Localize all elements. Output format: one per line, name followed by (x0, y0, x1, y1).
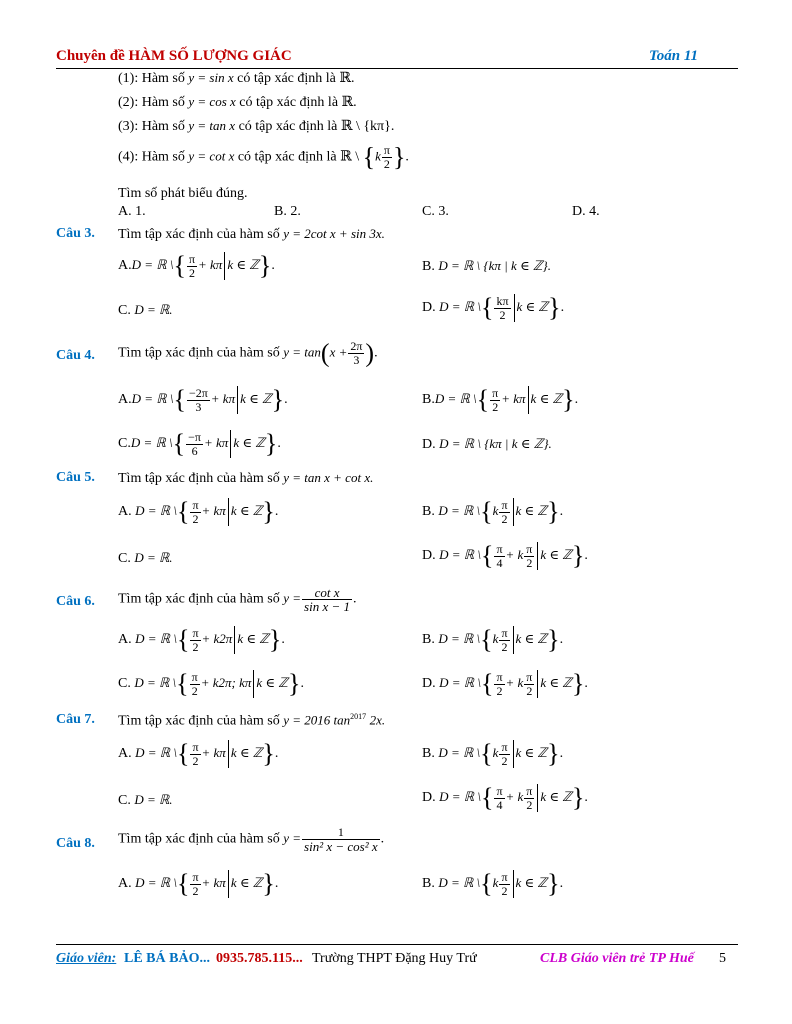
q7-option-d[interactable]: D. D = ℝ \{ $\frac{\pi}{4}$ + k $\frac{\pi}{2}$ k ∈ ℤ}. (422, 783, 588, 812)
page-number: 5 (719, 951, 726, 966)
statement-1: (1): Hàm số y = sin x có tập xác định là ℝ. (118, 70, 355, 86)
q5-option-a[interactable]: A. D = ℝ \{ $\frac{\pi}{2}$ + kπ k ∈ ℤ}. (118, 497, 279, 526)
intro-option-d[interactable]: D. 4. (572, 204, 600, 219)
q4-option-c[interactable]: C.D = ℝ \{ $\frac{-\pi}{6}$ + kπ k ∈ ℤ}. (118, 429, 281, 458)
header-subject: Toán 11 (648, 48, 698, 64)
q3-option-b[interactable]: B. D = ℝ \ {kπ | k ∈ ℤ}. (422, 258, 551, 274)
q7-option-a[interactable]: A. D = ℝ \{ $\frac{\pi}{2}$ + kπ k ∈ ℤ}. (118, 739, 279, 768)
page-header (56, 46, 738, 69)
statement-3: (3): Hàm số y = tan x có tập xác định là ℝ \ {kπ}. (118, 118, 395, 134)
question-7-label: Câu 7. (56, 712, 95, 727)
q6-option-c[interactable]: C. D = ℝ \{ $\frac{\pi}{2}$ + k2π; kπ k ∈ ℤ}. (118, 669, 304, 698)
statement-4: (4): Hàm số y = cot x có tập xác định là ℝ \ {k $\frac{\pi}{2}$ }. (118, 142, 409, 172)
question-ask: Tìm số phát biểu đúng. (118, 186, 248, 201)
question-6-text: Tìm tập xác định của hàm số y = $\frac{\text{cot x}}{\text{sin x − 1}}$ . (118, 585, 357, 614)
q5-option-d[interactable]: D. D = ℝ \{ $\frac{\pi}{4}$ + k $\frac{\pi}{2}$ k ∈ ℤ}. (422, 541, 588, 570)
page-footer (56, 944, 738, 971)
question-5-label: Câu 5. (56, 470, 95, 485)
q4-option-a[interactable]: A.D = ℝ \{ $\frac{-2\pi}{3}$ + kπ k ∈ ℤ}. (118, 385, 288, 414)
footer-teacher-label: Giáo viên: (56, 951, 117, 966)
q3-option-d[interactable]: D. D = ℝ \{ $\frac{k\pi}{2}$ k ∈ ℤ}. (422, 293, 565, 322)
q6-option-a[interactable]: A. D = ℝ \{ $\frac{\pi}{2}$ + k2π k ∈ ℤ}. (118, 625, 285, 654)
footer-club: CLB Giáo viên trẻ TP Huế (540, 951, 694, 966)
q6-option-d[interactable]: D. D = ℝ \{ $\frac{\pi}{2}$ + k $\frac{\pi}{2}$ k ∈ ℤ}. (422, 669, 588, 698)
q3-option-c[interactable]: C. D = ℝ. (118, 302, 173, 318)
intro-option-b[interactable]: B. 2. (274, 204, 301, 219)
question-3-text: Tìm tập xác định của hàm số y = 2cot x + sin 3x. (118, 226, 385, 242)
q5-option-b[interactable]: B. D = ℝ \{k $\frac{\pi}{2}$ k ∈ ℤ}. (422, 497, 564, 526)
statement-2: (2): Hàm số y = cos x có tập xác định là ℝ. (118, 94, 357, 110)
q7-option-c[interactable]: C. D = ℝ. (118, 792, 173, 808)
q5-option-c[interactable]: C. D = ℝ. (118, 550, 173, 566)
intro-option-a[interactable]: A. 1. (118, 204, 146, 219)
question-6-label: Câu 6. (56, 594, 95, 609)
footer-phone: 0935.785.115... (216, 951, 303, 966)
q4-option-d[interactable]: D. D = ℝ \ {kπ | k ∈ ℤ}. (422, 436, 552, 452)
footer-school: Trường THPT Đặng Huy Trứ (312, 951, 477, 966)
question-5-text: Tìm tập xác định của hàm số y = tan x + cot x. (118, 470, 374, 486)
q6-option-b[interactable]: B. D = ℝ \{k $\frac{\pi}{2}$ k ∈ ℤ}. (422, 625, 564, 654)
intro-option-c[interactable]: C. 3. (422, 204, 449, 219)
question-3-label: Câu 3. (56, 226, 95, 241)
q8-option-a[interactable]: A. D = ℝ \{ $\frac{\pi}{2}$ + kπ k ∈ ℤ}. (118, 869, 279, 898)
q7-option-b[interactable]: B. D = ℝ \{k $\frac{\pi}{2}$ k ∈ ℤ}. (422, 739, 564, 768)
q4-option-b[interactable]: B.D = ℝ \{ $\frac{\pi}{2}$ + kπ k ∈ ℤ}. (422, 385, 579, 414)
question-8-label: Câu 8. (56, 836, 95, 851)
question-4-text: Tìm tập xác định của hàm số y = tan(x + $\frac{2\pi}{3}$ ). (118, 338, 378, 368)
q8-option-b[interactable]: B. D = ℝ \{k $\frac{\pi}{2}$ k ∈ ℤ}. (422, 869, 564, 898)
question-8-text: Tìm tập xác định của hàm số y = $\frac{1}{\text{sin² x − cos² x}}$ . (118, 825, 385, 854)
footer-teacher-name: LÊ BÁ BẢO... (124, 951, 210, 966)
header-topic: Chuyên đề HÀM SỐ LƯỢNG GIÁC (56, 48, 292, 64)
question-7-text: Tìm tập xác định của hàm số y = 2016 $\tan^{2017} 2x$. (118, 712, 386, 729)
q3-option-a[interactable]: A.D = ℝ \{ $\frac{\pi}{2}$ + kπ k ∈ ℤ}. (118, 251, 275, 280)
question-4-label: Câu 4. (56, 348, 95, 363)
